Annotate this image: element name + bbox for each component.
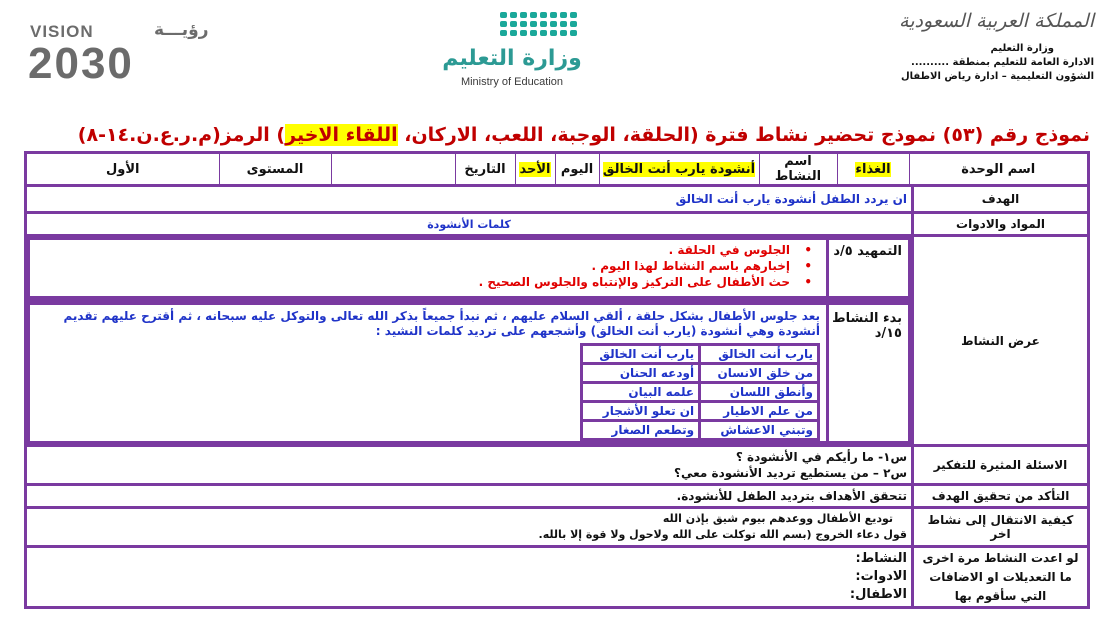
redo-row bbox=[26, 547, 1089, 608]
transition-label: كيفية الانتقال إلى نشاط اخر bbox=[913, 508, 1089, 547]
lyric-right-4: من علم الاطيار bbox=[700, 402, 819, 421]
day-value-cell bbox=[515, 154, 555, 184]
redo-activity: النشاط: bbox=[855, 551, 907, 566]
redo-cell bbox=[26, 547, 913, 608]
questions-label: الاسئلة المثيرة للتفكير bbox=[913, 446, 1089, 485]
unit-value: الغذاء bbox=[855, 161, 891, 177]
questions-row bbox=[26, 446, 1089, 485]
question-2: س٢ – من يستطيع ترديد الأنشودة معي؟ bbox=[674, 466, 907, 480]
lyric-right-3: وأنطق اللسان bbox=[700, 383, 819, 402]
transition-line-2: قول دعاء الخروج (بسم الله توكلت على الله ولاحول ولا قوة إلا بالله. bbox=[538, 528, 907, 541]
goal-value: ان يردد الطفل أنشودة يارب أنت الخالق bbox=[26, 186, 913, 213]
activity-label: اسم النشاط bbox=[759, 154, 837, 184]
kingdom-name: المملكة العربية السعودية bbox=[899, 10, 1094, 32]
intro-row bbox=[26, 236, 1089, 301]
questions-cell bbox=[26, 446, 913, 485]
intro-list bbox=[30, 242, 808, 290]
info-row-cells bbox=[27, 154, 1087, 184]
title-main: نموذج رقم (٥٣) نموذج تحضير نشاط فترة (الحلقة، الوجبة، اللعب، الاركان، bbox=[397, 124, 1090, 146]
intro-label: التمهيد ٥/د bbox=[828, 239, 910, 298]
title-code: ) الرمز(م.ر.ع.ن.١٤-٨) bbox=[77, 124, 286, 146]
verify-value: تتحقق الأهداف بترديد الطفل للأنشودة. bbox=[26, 485, 913, 508]
ministry-line-1: وزارة التعليم bbox=[990, 43, 1054, 54]
activity-plan-table bbox=[24, 151, 1090, 609]
transition-row bbox=[26, 508, 1089, 547]
lyric-left-1: يارب أنت الخالق bbox=[582, 345, 700, 364]
song-lyrics bbox=[580, 343, 820, 441]
lyric-right-2: من خلق الانسان bbox=[700, 364, 819, 383]
unit-value-cell bbox=[837, 154, 909, 184]
start-cell bbox=[26, 301, 913, 446]
level-value: الأول bbox=[106, 161, 140, 177]
activity-value: أنشودة يارب أنت الخالق bbox=[602, 161, 756, 177]
materials-value: كلمات الأنشودة bbox=[26, 213, 913, 236]
lyric-left-4: ان تعلو الأشجار bbox=[582, 402, 700, 421]
moe-name-ar: وزارة التعليم bbox=[442, 46, 582, 71]
goal-label: الهدف bbox=[913, 186, 1089, 213]
moe-name-en: Ministry of Education bbox=[460, 76, 564, 88]
intro-list-cell bbox=[29, 239, 828, 298]
moe-dots-icon bbox=[500, 12, 577, 36]
start-label: بدء النشاط ١٥/د bbox=[828, 304, 910, 443]
date-value bbox=[331, 154, 455, 184]
vision-year: 2030 bbox=[28, 39, 134, 88]
transition-cell bbox=[26, 508, 913, 547]
intro-item-1: • الجلوس في الحلقة . bbox=[30, 242, 790, 258]
intro-cell bbox=[26, 236, 913, 301]
question-1: س١- ما رأيكم في الأنشودة ؟ bbox=[735, 450, 907, 464]
day-label: اليوم bbox=[555, 154, 599, 184]
start-content bbox=[29, 304, 828, 443]
verify-label: التأكد من تحقيق الهدف bbox=[913, 485, 1089, 508]
materials-label: المواد والادوات bbox=[913, 213, 1089, 236]
intro-item-3: • حث الأطفال على التركيز والإنتباه والجلوس الصحيح . bbox=[30, 274, 790, 290]
ministry-line-2: الادارة العامة للتعليم بمنطقة .......... bbox=[911, 57, 1094, 68]
lyric-right-5: وتبني الاعشاش bbox=[700, 421, 819, 440]
redo-tools: الادوات: bbox=[855, 569, 907, 584]
activity-value-cell bbox=[599, 154, 759, 184]
level-label: المستوى bbox=[219, 154, 331, 184]
ministry-header bbox=[884, 8, 1094, 100]
info-row bbox=[26, 153, 1089, 186]
redo-children: الاطفال: bbox=[849, 587, 907, 602]
redo-label: لو اعدت النشاط مرة اخرى ما التعديلات او الاضافات التي سأقوم بها bbox=[913, 547, 1089, 608]
materials-row bbox=[26, 213, 1089, 236]
date-label: التاريخ bbox=[455, 154, 515, 184]
vision-label-en: VISION bbox=[30, 22, 94, 41]
ministry-of-education-logo bbox=[432, 10, 592, 90]
transition-line-1: توديع الأطفال ووعدهم بيوم شيق بإذن الله bbox=[662, 512, 893, 525]
day-value: الأحد bbox=[519, 161, 551, 177]
lyric-left-2: أودعه الحنان bbox=[582, 364, 700, 383]
title-highlight: اللقاء الاخير bbox=[285, 124, 398, 146]
intro-item-2: • إخبارهم باسم النشاط لهذا اليوم . bbox=[30, 258, 790, 274]
page-title bbox=[77, 124, 1090, 146]
goal-row bbox=[26, 186, 1089, 213]
presentation-label: عرض النشاط bbox=[913, 236, 1089, 446]
vision-label-ar: رؤيـــة bbox=[154, 20, 209, 40]
lyric-left-5: وتطعم الصغار bbox=[582, 421, 700, 440]
verify-row bbox=[26, 485, 1089, 508]
start-text: بعد جلوس الأطفال بشكل حلقة ، ألقي السلام عليهم ، ثم نبدأ جميعاً بذكر الله تعالى والتوكل عليه سبحانه ، ثم أقترح عليهم تقديم أنشودة وهي أنشودة (يارب أنت الخالق) وأشجعهم على ترديد كلمات النشيد : bbox=[63, 309, 820, 338]
vision-2030-logo bbox=[28, 20, 218, 90]
lyric-left-3: علمه البيان bbox=[582, 383, 700, 402]
ministry-line-3: الشؤون التعليمية – ادارة رياض الاطفال bbox=[901, 71, 1094, 82]
unit-label: اسم الوحدة bbox=[909, 154, 1087, 184]
lyric-right-1: يارب أنت الخالق bbox=[700, 345, 819, 364]
